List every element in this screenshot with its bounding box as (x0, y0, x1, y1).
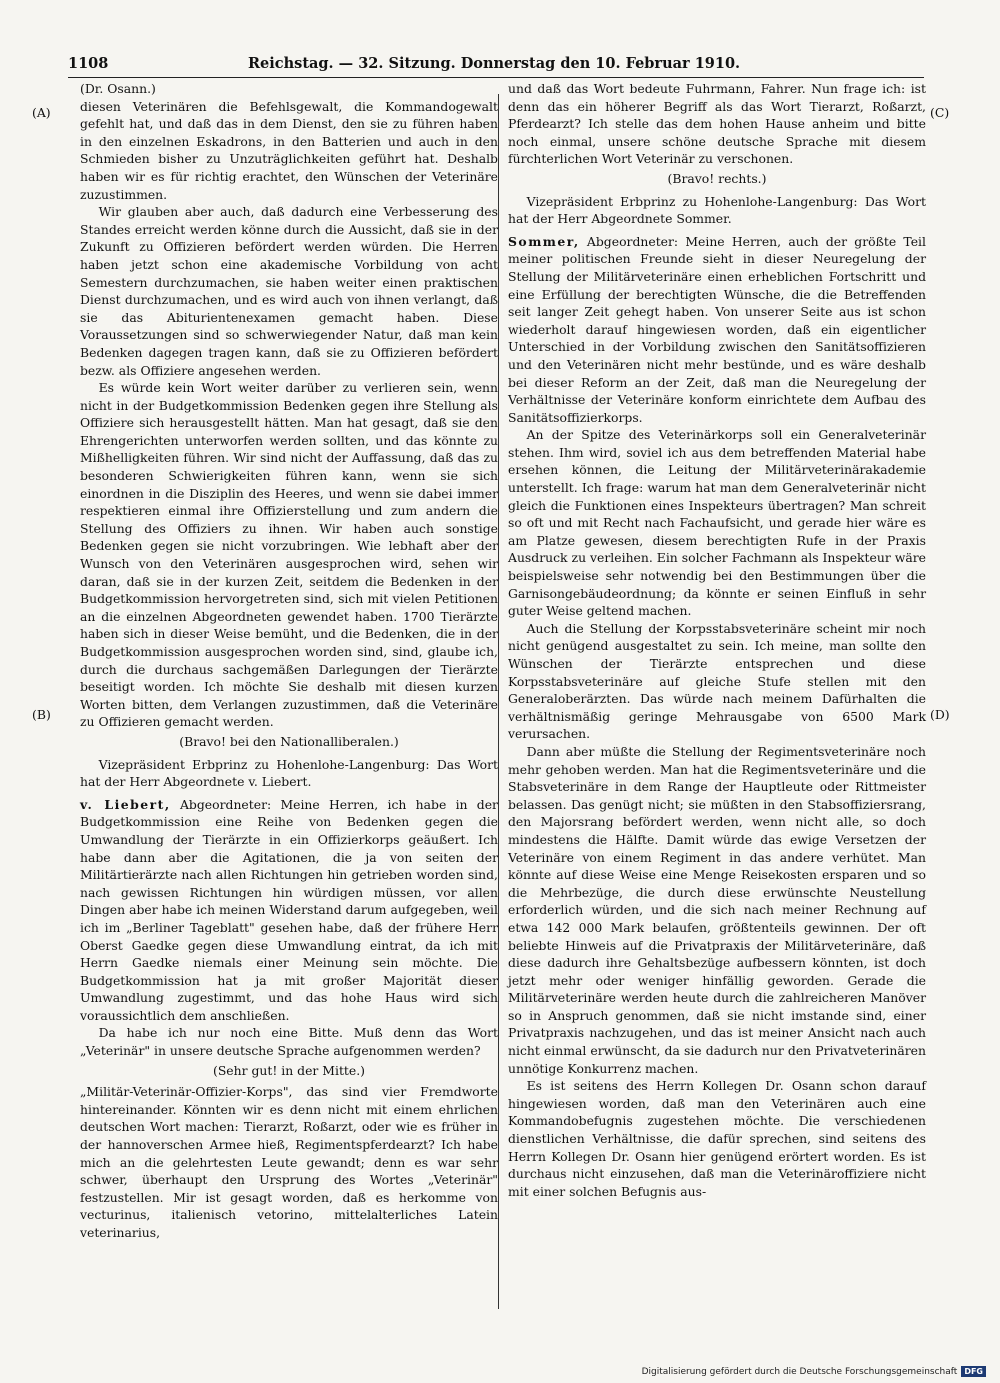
paragraph: Es ist seitens des Herrn Kollegen Dr. Osann schon darauf hingewiesen worden, daß man den Veterinären auch eine Kommandobefugnis zugestehen möchte. Die verschiedenen dienstlichen Verhältnisse, die dafür sprechen, sind seitens des Herrn Kollegen Dr. Osann hier genügend erörtert worden. Es ist durchaus nicht einzusehen, daß man die Veterinäroffiziere nicht mit einer solchen Befugnis aus- (508, 1078, 926, 1199)
speaker-name: Sommer, (508, 233, 580, 249)
interjection: (Sehr gut! in der Mitte.) (212, 1062, 366, 1078)
margin-marker-d: (D) (930, 707, 950, 722)
running-head: Reichstag. — 32. Sitzung. Donnerstag den 10. Februar 1910. (248, 55, 741, 72)
page-header (68, 51, 924, 78)
paragraph: Dann aber müßte die Stellung der Regimentsveterinäre noch mehr gehoben werden. Man hat die Regimentsveterinäre und die Stabsveterinäre in dem Range der Hauptleute oder Rittmeister belassen. Das genügt nicht; sie müßten in den Stabsoffiziersrang, den Majorsrang befördert werden, wenn nicht alle, so doch mindestens die Hälfte. Damit würde das ewige Versetzen der Veterinäre von einem Regiment in das andere verhütet. Man könnte auf diese Weise eine Menge Reisekosten ersparen und so die Mehrbezüge, die durch diese erwünschte Neustellung erforderlich würden, und die sich nach meiner Rechnung auf etwa 142 000 Mark belaufen, größtenteils gewinnen. Der oft beliebte Hinweis auf die Privatpraxis der Militärveterinäre, daß diese dadurch ihre Gehaltsbezüge aufbessern könnten, ist doch jetzt mehr oder weniger hinfällig geworden. Gerade die Militärveterinäre werden heute durch die zahlreicheren Manöver so in Anspruch genommen, daß sie nicht imstande sind, einer Privatpraxis nachzugehen, und das ist meiner Ansicht nach auch nicht einmal erwünscht, da sie dadurch nur den Privatveterinären unnötige Konkurrenz machen. (508, 743, 926, 1076)
speech-text: Abgeordneter: Meine Herren, auch der größte Teil meiner politischen Freunde sieht in dieser Neuregelung der Stellung der Militärveterinäre einen erheblichen Fortschritt und eine Erfüllung der berechtigten Wünsche, die die Betreffenden seit langer Zeit gehegt haben. Von unserer Seite aus ist schon wiederholt darauf hingewiesen worden, daß ein eigentlicher Unterschied in der Vorbildung zwischen den Sanitätsoffizieren und den Veterinären nicht mehr bestünde, und es wäre deshalb bei dieser Reform an der Zeit, daß man die Neuregelung der Verhältnisse der Veterinäre konform einrichtete dem Aufbau des Sanitätsoffizierkorps. (508, 233, 926, 425)
speech-text: Abgeordneter: Meine Herren, ich habe in der Budgetkommission eine Reihe von Bedenken gegen die Umwandlung der Tierärzte in ein Offizierkorps geäußert. Ich habe dann aber die Agitationen, die ja von seiten der Militärtierärzte nach allen Richtungen hin getrieben worden sind, nach gewissen Richtungen hin würdigen müssen, vor allen Dingen aber habe ich meinen Widerstand darum aufgegeben, weil ich im „Berliner Tageblatt" gesehen habe, daß der frühere Herr Oberst Gaedke gegen diese Umwandlung eintrat, da ich mit Herrn Gaedke niemals einer Meinung sein möchte. Die Budgetkommission hat ja mit großer Majorität dieser Umwandlung zugestimmt, und das hohe Haus wird sich voraussichtlich dem anschließen. (80, 796, 498, 1023)
speaker-name: v. Liebert, (80, 796, 171, 812)
vice-president-note: Vizepräsident Erbprinz zu Hohenlohe-Langenburg: Das Wort hat der Herr Abgeordnete Sommer. (508, 193, 926, 227)
margin-marker-a: (A) (32, 105, 51, 120)
paragraph: Da habe ich nur noch eine Bitte. Muß denn das Wort „Veterinär" in unsere deutsche Sprache aufgenommen werden? (80, 1025, 498, 1059)
interjection: (Bravo! bei den Nationalliberalen.) (179, 733, 399, 749)
digitization-credit (642, 1366, 986, 1377)
paragraph: „Militär-Veterinär-Offizier-Korps", das sind vier Fremdworte hintereinander. Könnten wir es denn nicht mit einem ehrlichen deutschen Wort machen: Tierarzt, Roßarzt, oder wie es früher in der hannoverschen Armee hieß, Regimentspferdearzt? Ich habe mich an die gelehrtesten Leute gewandt; denn es war sehr schwer, überhaupt den Ursprung des Wortes „Veterinär" festzustellen. Mir ist gesagt worden, daß es herkomme von vecturinus, italienisch vetorino, mittelalterliches Latein veterinarius, (80, 1084, 498, 1240)
paragraph: Wir glauben aber auch, daß dadurch eine Verbesserung des Standes erreicht werden könne durch die Aussicht, daß sie in der Zukunft zu Offizieren befördert werden würden. Die Herren haben jetzt schon eine akademische Vorbildung von acht Semestern durchzumachen, sie haben weiter einen praktischen Dienst durchzumachen, und es wird auch von ihnen verlangt, daß sie das Abiturientenexamen gemacht haben. Diese Voraussetzungen sind so schwerwiegender Natur, daß man kein Bedenken dagegen tragen kann, daß sie zu Offizieren befördert bezw. als Offiziere angesehen werden. (80, 204, 498, 378)
paragraph: Es würde kein Wort weiter darüber zu verlieren sein, wenn nicht in der Budgetkommission Bedenken gegen ihre Stellung als Offiziere sich herausgestellt hätten. Man hat gesagt, daß sie den Ehrengerichten unterworfen werden sollten, und das könnte zu Mißhelligkeiten führen. Wir sind nicht der Auffassung, daß das zu besonderen Schwierigkeiten führen kann, wenn sie sich einordnen in die Disziplin des Heeres, und wenn sie dabei immer respektieren einmal ihre Offizierstellung und zum andern die Stellung des Offiziers zu ihnen. Wir haben auch sonstige Bedenken gegen sie nicht vorzubringen. Wie lebhaft aber der Wunsch von den Veterinären ausgesprochen wird, sehen wir daran, daß sie in der kurzen Zeit, seitdem die Bedenken in der Budgetkommission hervorgetreten sind, sich mit vielen Petitionen an die einzelnen Abgeordneten gewendet haben. 1700 Tierärzte haben sich in dieser Weise bemüht, und die Bedenken, die in der Budgetkommission ausgesprochen worden sind, sind, glaube ich, durch die durchaus sachgemäßen Darlegungen der Tierärzte beseitigt worden. Ich möchte Sie deshalb mit diesen kurzen Worten bitten, dem Verlangen zuzustimmen, daß die Veterinäre zu Offizieren gemacht werden. (80, 380, 498, 730)
paragraph: und daß das Wort bedeute Fuhrmann, Fahrer. Nun frage ich: ist denn das ein höherer Begriff als das Wort Tierarzt, Roßarzt, Pferdearzt? Ich stelle das dem hohen Hause anheim und bitte noch einmal, unsere schöne deutsche Sprache mit diesem fürchterlichen Wort Veterinär zu verschonen. (508, 81, 926, 167)
margin-marker-b: (B) (32, 707, 51, 722)
margin-marker-c: (C) (930, 105, 950, 120)
speaker-continuation: (Dr. Osann.) (80, 81, 156, 96)
left-column (80, 80, 498, 1242)
vice-president-note: Vizepräsident Erbprinz zu Hohenlohe-Langenburg: Das Wort hat der Herr Abgeordnete v. Liebert. (80, 756, 498, 790)
speech-paragraph (508, 233, 926, 427)
interjection: (Bravo! rechts.) (667, 170, 767, 186)
column-divider (498, 94, 499, 1309)
credit-text: Digitalisierung gefördert durch die Deutsche Forschungsgemeinschaft (641, 1367, 958, 1377)
paragraph: An der Spitze des Veterinärkorps soll ein Generalveterinär stehen. Ihm wird, soviel ich aus dem betreffenden Material habe ersehen können, die Leitung der Militärveterinärakademie unterstellt. Ich frage: warum hat man dem Generalveterinär nicht gleich die Funktionen eines Inspekteurs übertragen? Man schreit so oft und mit Recht nach Fachaufsicht, und gerade hier wäre es am Platze gewesen, diesem berechtigten Rufe in der Praxis Ausdruck zu verleihen. Ein solcher Fachmann als Inspekteur wäre beispielsweise sehr notwendig bei den Bestimmungen über die Garnisongebäudeordnung; da könnte er seinen Einfluß in sehr guter Weise geltend machen. (508, 427, 926, 619)
right-column (508, 80, 926, 1200)
paragraph: diesen Veterinären die Befehlsgewalt, die Kommandogewalt gefehlt hat, und daß das in dem Dienst, den sie zu führen haben in den einzelnen Eskadrons, in den Batterien und auch in den Schmieden bisher zu Unzuträglichkeiten geführt hat. Deshalb haben wir es für richtig erachtet, den Wünschen der Veterinäre zuzustimmen. (80, 98, 498, 202)
speech-paragraph (80, 796, 498, 1025)
page-number: 1108 (68, 55, 109, 72)
dfg-logo: DFG (961, 1366, 986, 1377)
paragraph: Auch die Stellung der Korpsstabsveterinäre scheint mir noch nicht genügend ausgestaltet zu sein. Ich meine, man sollte den Wünschen der Tierärzte entsprechen und diese Korpsstabsveterinäre auf gleiche Stufe stellen mit den Generaloberärzten. Das würde nach meinem Dafürhalten die verhältnismäßig geringe Mehrausgabe von 6500 Mark verursachen. (508, 620, 926, 742)
